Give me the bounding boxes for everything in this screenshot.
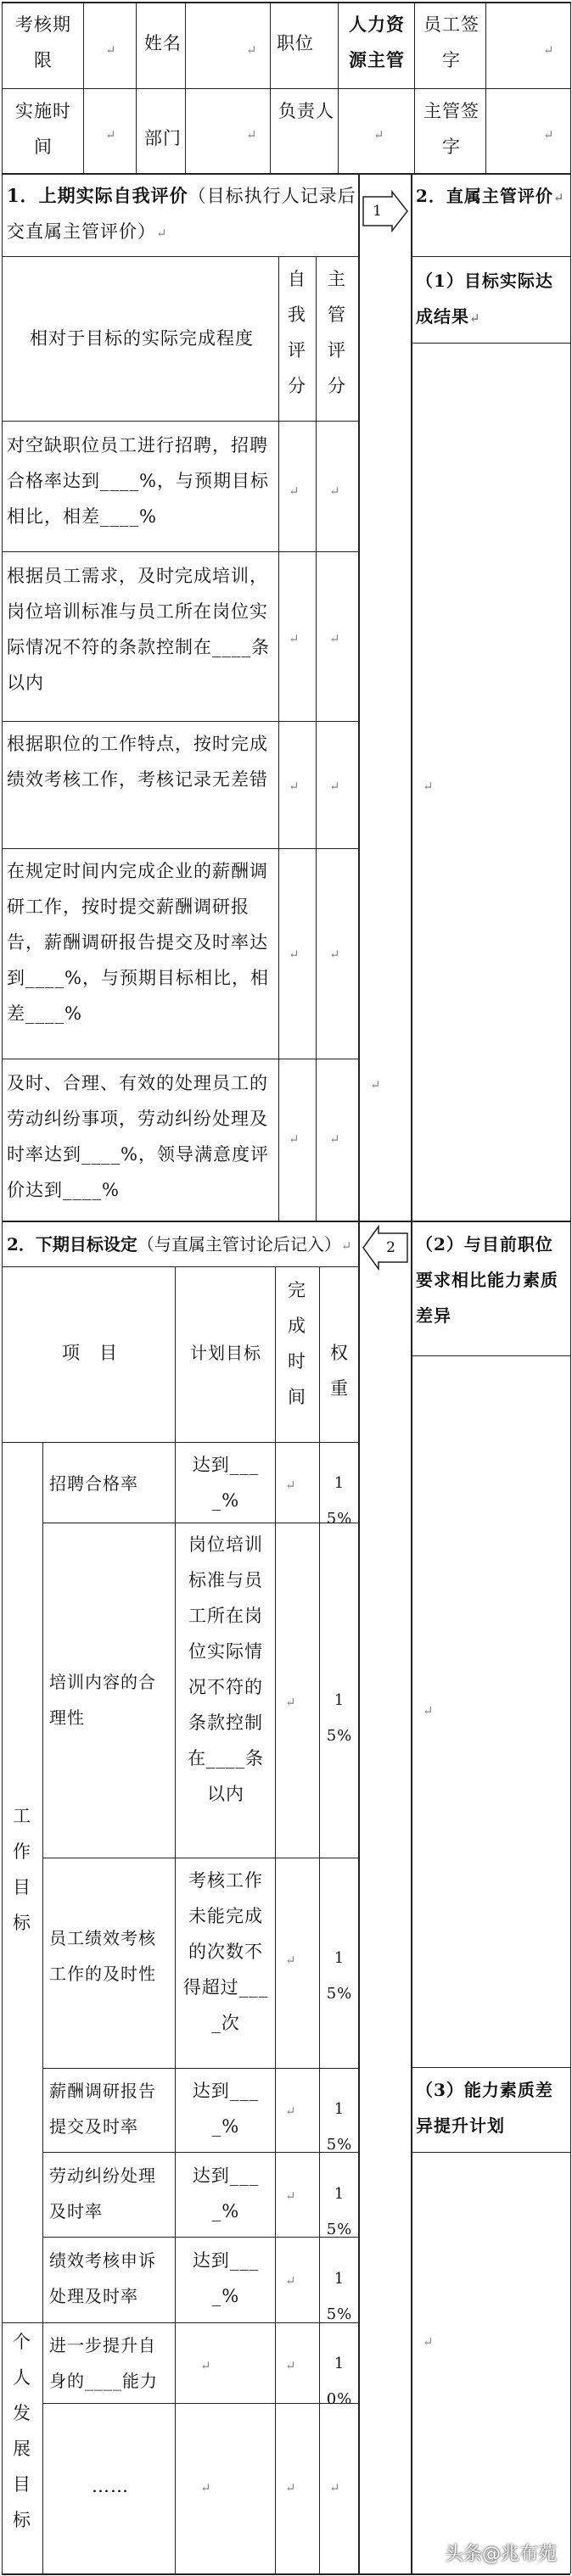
arrow-1-number: 1 bbox=[373, 203, 383, 220]
s2-vline-done bbox=[275, 1266, 276, 2573]
s2-row3-bottom bbox=[42, 2068, 358, 2069]
rp-sub1-area[interactable] bbox=[423, 767, 443, 801]
s2-r4-done[interactable] bbox=[285, 2092, 306, 2126]
group-work-label: 工作目标 bbox=[13, 1806, 31, 1933]
rp-sub3-top bbox=[411, 2067, 570, 2068]
s2-r7-plan[interactable] bbox=[200, 2346, 221, 2380]
s2-row7-bottom bbox=[42, 2403, 358, 2404]
name-label: 姓名 bbox=[144, 33, 182, 53]
right-panel-sub1-text: （1）目标实际达成结果 bbox=[416, 271, 553, 327]
employee-sign-value[interactable] bbox=[543, 31, 569, 64]
s2-right-edge bbox=[358, 1221, 360, 2573]
section1-title-note: （目标执行人记录后交直属主管评价） bbox=[7, 186, 356, 242]
s1-vline-sup bbox=[316, 256, 317, 1221]
border-right bbox=[570, 2, 571, 2573]
hdr-vline-6 bbox=[414, 2, 415, 173]
section1-title-main: 1．上期实际自我评价 bbox=[7, 185, 188, 206]
right-panel-left-edge bbox=[411, 173, 412, 2573]
owner-value[interactable] bbox=[373, 115, 407, 149]
s2-row-7-item: 进一步提升自身的____能力 bbox=[49, 2335, 158, 2391]
col-self-header: 自我评分 bbox=[288, 269, 306, 396]
s2-row-2-weight: 15% bbox=[326, 1691, 353, 1745]
s2-r3-done[interactable] bbox=[285, 1941, 306, 1975]
s2-row4-bottom bbox=[42, 2152, 358, 2153]
s1-r3-self[interactable] bbox=[289, 767, 309, 801]
section2-title-main: 2．下期目标设定 bbox=[7, 1234, 137, 1254]
s2-row-6-weight: 15% bbox=[326, 2270, 353, 2323]
impl-time-label: 实施时间 bbox=[15, 101, 71, 157]
group-personal-label: 个人发展目标 bbox=[13, 2332, 31, 2530]
s2-row-7-weight: 10% bbox=[326, 2355, 353, 2408]
watermark: 头条@兆布苑 bbox=[444, 2544, 557, 2565]
s1-row-4: 在规定时间内完成企业的薪酬调研工作，按时提交薪酬调研报告，薪酬调研报告提交及时率达到____%，与预期目标相比，相差____% bbox=[7, 861, 269, 1024]
rp-s1-bottom bbox=[411, 1221, 570, 1222]
s2-row-3-item: 员工绩效考核工作的及时性 bbox=[49, 1928, 156, 1984]
s1-r5-self[interactable] bbox=[289, 1120, 309, 1154]
s1-row-2: 根据员工需求，及时完成培训，岗位培训标准与员工所在岗位实际情况不符的条款控制在____条以内 bbox=[7, 566, 270, 693]
s2-row-8-item: …… bbox=[92, 2476, 129, 2496]
s2-r5-done[interactable] bbox=[285, 2176, 306, 2210]
period-label: 考核期限 bbox=[15, 14, 71, 70]
s1-row-1: 对空缺职位员工进行招聘，招聘合格率达到____%，与预期目标相比，相差____% bbox=[7, 435, 269, 527]
s1-vline-self bbox=[278, 256, 279, 1221]
s2-vline-weight bbox=[319, 1266, 320, 2573]
col-degree-header: 相对于目标的实际完成程度 bbox=[30, 328, 254, 349]
s2-row5-bottom bbox=[42, 2237, 358, 2238]
s1-gap-mark bbox=[370, 1065, 390, 1099]
s2-row-6-plan: 达到____% bbox=[192, 2250, 260, 2306]
right-panel-sub3: （3）能力素质差异提升计划 bbox=[416, 2080, 553, 2136]
right-panel-title bbox=[416, 178, 569, 254]
s1-r4-sup[interactable] bbox=[329, 935, 350, 969]
s2-r6-done[interactable] bbox=[285, 2261, 306, 2295]
col-done-header: 完成时间 bbox=[288, 1280, 306, 1407]
hdr-vline-5 bbox=[338, 2, 339, 173]
border-bottom bbox=[2, 2573, 570, 2575]
s2-row-2-item: 培训内容的合理性 bbox=[49, 1672, 156, 1728]
s1-r4-self[interactable] bbox=[289, 935, 309, 969]
s1-r3-sup[interactable] bbox=[329, 767, 350, 801]
s2-row-1-weight: 15% bbox=[326, 1474, 353, 1528]
section2-title bbox=[7, 1227, 358, 1264]
rp-title-bottom bbox=[411, 256, 570, 257]
col-plan-header: 计划目标 bbox=[190, 1343, 261, 1363]
s2-row-6-item: 绩效考核申诉处理及时率 bbox=[49, 2250, 156, 2306]
s2-title-bottom bbox=[2, 1266, 358, 1267]
s1-title-bottom bbox=[2, 256, 358, 257]
period-value[interactable] bbox=[105, 31, 131, 64]
position-label: 职位 bbox=[277, 33, 314, 53]
col-supervisor-header: 主管评分 bbox=[328, 269, 346, 396]
s1-row2-bottom bbox=[2, 721, 358, 722]
s2-r7-done[interactable] bbox=[285, 2346, 306, 2380]
s2-r8-done[interactable] bbox=[285, 2468, 306, 2502]
hdr-vline-4 bbox=[270, 2, 271, 173]
border-left bbox=[2, 2, 3, 2573]
s2-row6-bottom bbox=[2, 2322, 358, 2323]
owner-label: 负责人 bbox=[278, 101, 334, 121]
rp-sub3-area[interactable] bbox=[423, 2322, 443, 2356]
arrow-2-number: 2 bbox=[386, 1239, 396, 1256]
hdr-vline-2 bbox=[136, 2, 137, 173]
dept-label: 部门 bbox=[144, 128, 182, 148]
hdr-vline-7 bbox=[485, 2, 486, 173]
s2-row-1-plan: 达到____% bbox=[192, 1455, 260, 1511]
s1-r1-sup[interactable] bbox=[329, 472, 350, 506]
supervisor-sign-value[interactable] bbox=[543, 115, 569, 149]
s1-right-edge bbox=[358, 173, 360, 1221]
right-panel-title-text: 2．直属主管评价 bbox=[416, 186, 553, 206]
impl-time-value[interactable] bbox=[105, 115, 131, 149]
col-weight-header: 权重 bbox=[330, 1343, 349, 1399]
right-panel-sub1 bbox=[416, 263, 565, 341]
s1-r1-self[interactable] bbox=[289, 472, 309, 506]
rp-sub2-area[interactable] bbox=[423, 1691, 443, 1725]
s2-row-4-item: 薪酬调研报告提交及时率 bbox=[49, 2081, 156, 2137]
s2-row-5-item: 劳动纠纷处理及时率 bbox=[49, 2165, 156, 2221]
position-value: 人力资源主管 bbox=[349, 14, 405, 70]
s2-r2-done[interactable] bbox=[285, 1683, 306, 1717]
section1-title bbox=[7, 178, 356, 254]
s1-r5-sup[interactable] bbox=[329, 1120, 350, 1154]
s1-row-5: 及时、合理、有效的处理员工的劳动纠纷事项，劳动纠纷处理及时率达到____%，领导满意度评价达到____% bbox=[7, 1073, 269, 1200]
hdr-vline-3 bbox=[185, 2, 186, 173]
s2-row-2-plan: 岗位培训标准与员工所在岗位实际情况不符的条款控制在____条以内 bbox=[188, 1534, 264, 1804]
rp-sub1-bottom bbox=[411, 343, 570, 344]
s2-row-4-plan: 达到____% bbox=[192, 2081, 260, 2137]
s2-head-bottom bbox=[2, 1442, 358, 1443]
s1-r2-sup[interactable] bbox=[329, 619, 350, 653]
s2-r8-plan[interactable] bbox=[200, 2468, 221, 2502]
rp-sub2-bottom bbox=[411, 1355, 570, 1356]
right-panel-sub2: （2）与目前职位要求相比能力素质差异 bbox=[416, 1234, 558, 1326]
s2-row-3-plan: 考核工作未能完成的次数不得超过____次 bbox=[182, 1870, 269, 2033]
employee-sign-label: 员工签字 bbox=[423, 14, 479, 70]
s2-row-5-plan: 达到____% bbox=[192, 2165, 260, 2221]
header-bottom bbox=[2, 173, 570, 175]
s2-row-3-weight: 15% bbox=[326, 1949, 353, 2003]
s1-row3-bottom bbox=[2, 848, 358, 849]
s1-bottom bbox=[2, 1221, 411, 1222]
section2-title-note: （与直属主管讨论后记入） bbox=[137, 1234, 341, 1254]
s1-row-3: 根据职位的工作特点，按时完成绩效考核工作，考核记录无差错 bbox=[7, 734, 268, 790]
s2-row-4-weight: 15% bbox=[326, 2100, 353, 2154]
s1-r2-self[interactable] bbox=[289, 619, 309, 653]
hdr-vline-1 bbox=[83, 2, 84, 173]
supervisor-sign-label: 主管签字 bbox=[423, 101, 479, 157]
s2-row-5-weight: 15% bbox=[326, 2185, 353, 2238]
dept-value[interactable] bbox=[246, 115, 268, 149]
s2-r8-weight[interactable] bbox=[329, 2468, 350, 2502]
col-item-header: 项 目 bbox=[62, 1343, 118, 1363]
s1-row1-bottom bbox=[2, 551, 358, 552]
s2-row-1-item: 招聘合格率 bbox=[49, 1473, 138, 1494]
name-value[interactable] bbox=[246, 31, 268, 64]
rp-sub3-bottom bbox=[411, 2152, 570, 2153]
s2-vline-plan bbox=[175, 1266, 176, 2573]
s2-r1-done[interactable] bbox=[285, 1466, 306, 1500]
s1-head-bottom bbox=[2, 421, 358, 422]
